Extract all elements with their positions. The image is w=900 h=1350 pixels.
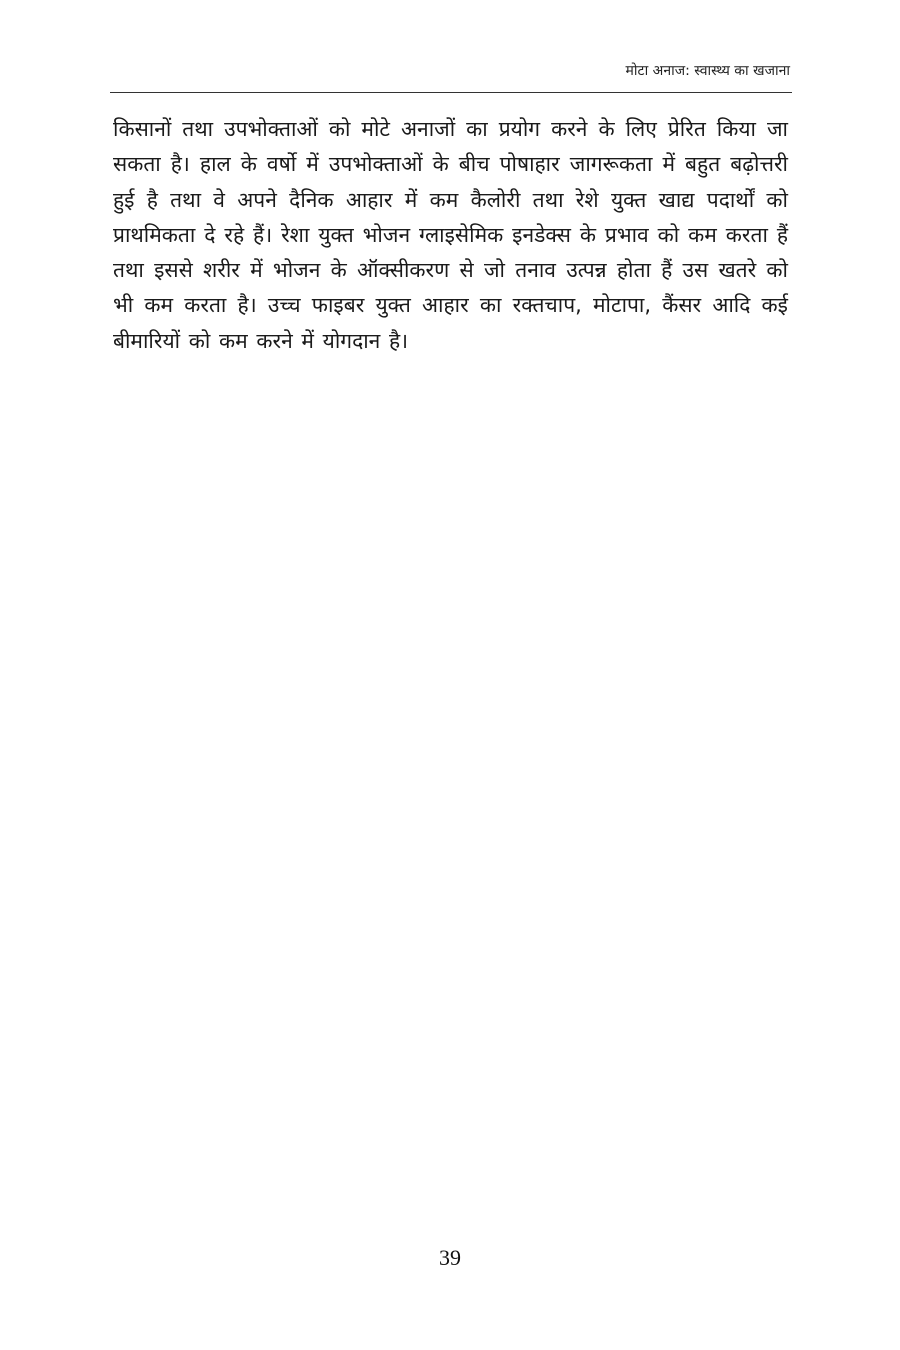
header-divider xyxy=(110,92,792,93)
running-header-title: मोटा अनाज: स्वास्थ्य का खजाना xyxy=(625,63,790,79)
body-paragraph: किसानों तथा उपभोक्ताओं को मोटे अनाजों का प्रयोग करने के लिए प्रेरित किया जा सकता है। हाल के वर्षो में उपभोक्ताओं के बीच पोषाहार जागरूकता में बहुत बढ़ोत्तरी हुई है तथा वे अपने दैनिक आहार में कम कैलोरी तथा रेशे युक्त खाद्य पदार्थों को प्राथमिकता दे रहे हैं। रेशा युक्त भोजन ग्लाइसेमिक इनडेक्स के प्रभाव को कम करता हैं तथा इससे शरीर में भोजन के ऑक्सीकरण से जो तनाव उत्पन्न होता हैं उस खतरे को भी कम करता है। उच्च फाइबर युक्त आहार का रक्तचाप, मोटापा, कैंसर आदि कई बीमारियों को कम करने में योगदान है। xyxy=(113,117,788,353)
page-number: 39 xyxy=(439,1245,461,1270)
